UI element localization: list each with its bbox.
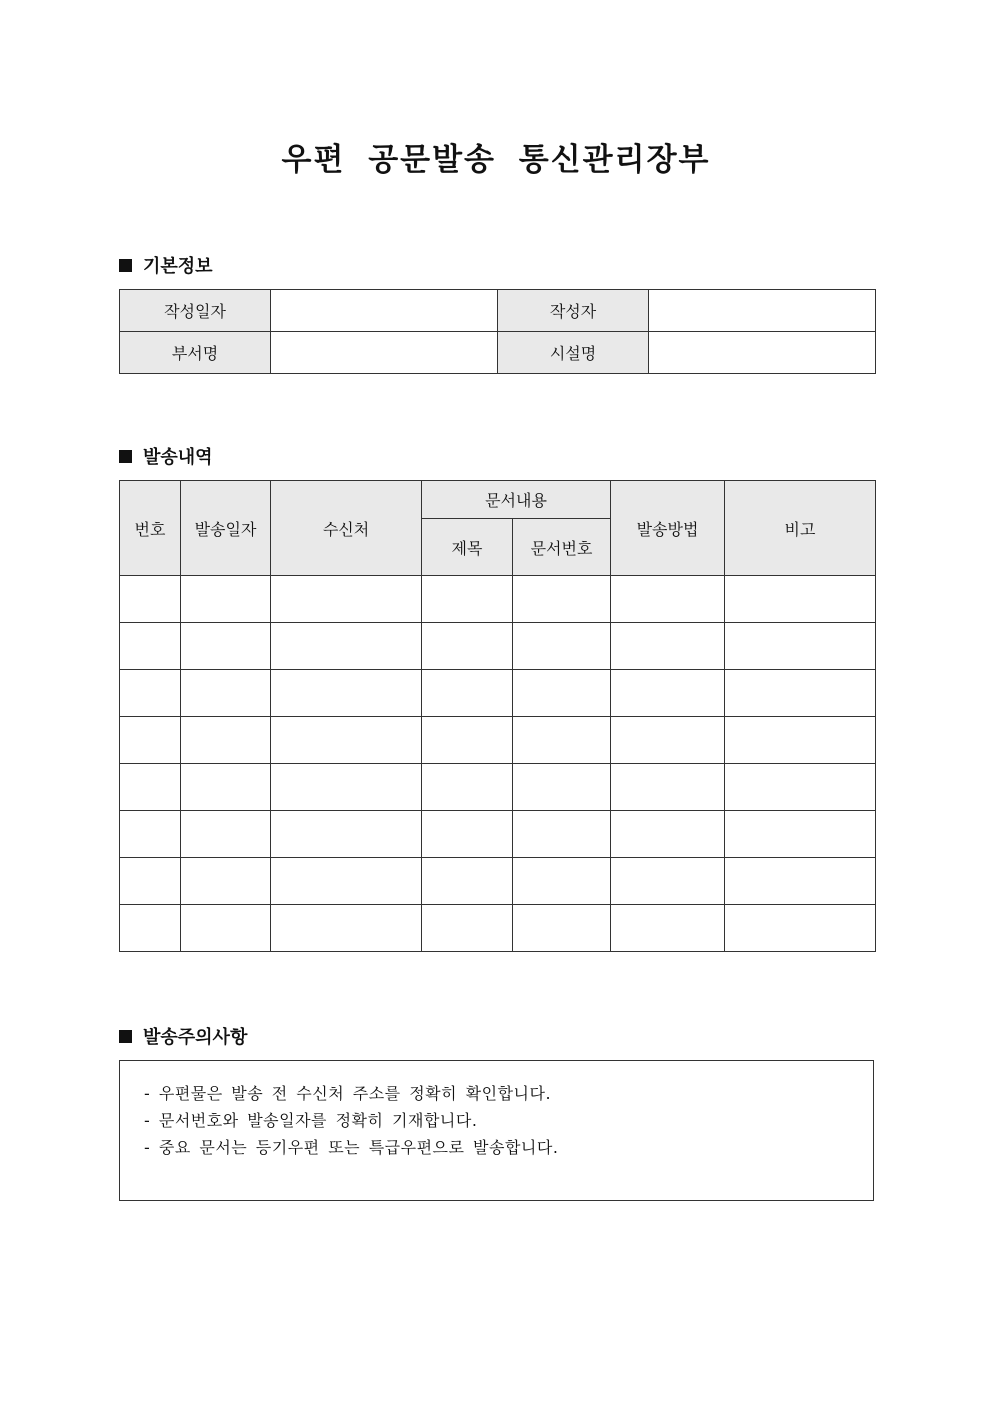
remarks-cell[interactable] — [725, 905, 876, 952]
send-date-cell[interactable] — [181, 858, 271, 905]
subject-cell[interactable] — [422, 623, 513, 670]
no-cell[interactable] — [120, 858, 181, 905]
table-row — [120, 670, 876, 717]
send-date-cell[interactable] — [181, 811, 271, 858]
header-send-date: 발송일자 — [181, 481, 271, 576]
doc-no-cell[interactable] — [513, 576, 611, 623]
section-heading-shipment — [119, 444, 213, 468]
dept-label: 부서명 — [120, 332, 271, 374]
square-bullet-icon — [119, 1030, 132, 1043]
header-recipient: 수신처 — [271, 481, 422, 576]
no-cell[interactable] — [120, 717, 181, 764]
doc-no-cell[interactable] — [513, 858, 611, 905]
header-method: 발송방법 — [611, 481, 725, 576]
doc-no-cell[interactable] — [513, 811, 611, 858]
remarks-cell[interactable] — [725, 764, 876, 811]
date-field[interactable] — [271, 290, 498, 332]
section-heading-label: 발송주의사항 — [143, 1027, 248, 1048]
subject-cell[interactable] — [422, 858, 513, 905]
table-row — [120, 717, 876, 764]
caution-note: - 중요 문서는 등기우편 또는 특급우편으로 발송합니다. — [144, 1138, 559, 1157]
square-bullet-icon — [119, 259, 132, 272]
remarks-cell[interactable] — [725, 717, 876, 764]
caution-note: - 문서번호와 발송일자를 정확히 기재합니다. — [144, 1111, 478, 1130]
doc-no-cell[interactable] — [513, 717, 611, 764]
remarks-cell[interactable] — [725, 811, 876, 858]
section-heading-label: 기본정보 — [143, 256, 213, 277]
remarks-cell[interactable] — [725, 858, 876, 905]
subject-cell[interactable] — [422, 670, 513, 717]
table-row — [120, 858, 876, 905]
subject-cell[interactable] — [422, 576, 513, 623]
author-label: 작성자 — [498, 290, 649, 332]
send-date-cell[interactable] — [181, 576, 271, 623]
shipment-table — [119, 480, 876, 952]
caution-note: - 우편물은 발송 전 수신처 주소를 정확히 확인합니다. — [144, 1084, 552, 1103]
doc-no-cell[interactable] — [513, 623, 611, 670]
facility-field[interactable] — [649, 332, 876, 374]
method-cell[interactable] — [611, 576, 725, 623]
recipient-cell[interactable] — [271, 576, 422, 623]
remarks-cell[interactable] — [725, 623, 876, 670]
caution-notes-box — [119, 1060, 874, 1201]
method-cell[interactable] — [611, 670, 725, 717]
square-bullet-icon — [119, 450, 132, 463]
no-cell[interactable] — [120, 811, 181, 858]
subject-cell[interactable] — [422, 717, 513, 764]
remarks-cell[interactable] — [725, 576, 876, 623]
section-heading-basic-info — [119, 253, 213, 277]
date-label: 작성일자 — [120, 290, 271, 332]
method-cell[interactable] — [611, 905, 725, 952]
method-cell[interactable] — [611, 717, 725, 764]
method-cell[interactable] — [611, 858, 725, 905]
no-cell[interactable] — [120, 623, 181, 670]
table-row — [120, 576, 876, 623]
no-cell[interactable] — [120, 670, 181, 717]
doc-no-cell[interactable] — [513, 905, 611, 952]
send-date-cell[interactable] — [181, 905, 271, 952]
method-cell[interactable] — [611, 764, 725, 811]
send-date-cell[interactable] — [181, 764, 271, 811]
header-doc-content: 문서내용 — [422, 481, 611, 519]
table-row — [120, 764, 876, 811]
subject-cell[interactable] — [422, 764, 513, 811]
header-no: 번호 — [120, 481, 181, 576]
author-field[interactable] — [649, 290, 876, 332]
page-title: 우편 공문발송 통신관리장부 — [281, 142, 711, 178]
method-cell[interactable] — [611, 811, 725, 858]
basic-info-table — [119, 289, 876, 374]
recipient-cell[interactable] — [271, 670, 422, 717]
no-cell[interactable] — [120, 764, 181, 811]
send-date-cell[interactable] — [181, 623, 271, 670]
doc-no-cell[interactable] — [513, 764, 611, 811]
no-cell[interactable] — [120, 905, 181, 952]
remarks-cell[interactable] — [725, 670, 876, 717]
recipient-cell[interactable] — [271, 905, 422, 952]
section-heading-caution — [119, 1024, 247, 1048]
subject-cell[interactable] — [422, 905, 513, 952]
recipient-cell[interactable] — [271, 764, 422, 811]
facility-label: 시설명 — [498, 332, 649, 374]
recipient-cell[interactable] — [271, 811, 422, 858]
recipient-cell[interactable] — [271, 858, 422, 905]
method-cell[interactable] — [611, 623, 725, 670]
table-row — [120, 905, 876, 952]
table-row — [120, 811, 876, 858]
section-heading-label: 발송내역 — [143, 447, 213, 468]
no-cell[interactable] — [120, 576, 181, 623]
send-date-cell[interactable] — [181, 670, 271, 717]
send-date-cell[interactable] — [181, 717, 271, 764]
subject-cell[interactable] — [422, 811, 513, 858]
recipient-cell[interactable] — [271, 623, 422, 670]
doc-no-cell[interactable] — [513, 670, 611, 717]
dept-field[interactable] — [271, 332, 498, 374]
header-doc-no: 문서번호 — [513, 519, 611, 576]
header-subject: 제목 — [422, 519, 513, 576]
table-row — [120, 623, 876, 670]
header-remarks: 비고 — [725, 481, 876, 576]
recipient-cell[interactable] — [271, 717, 422, 764]
